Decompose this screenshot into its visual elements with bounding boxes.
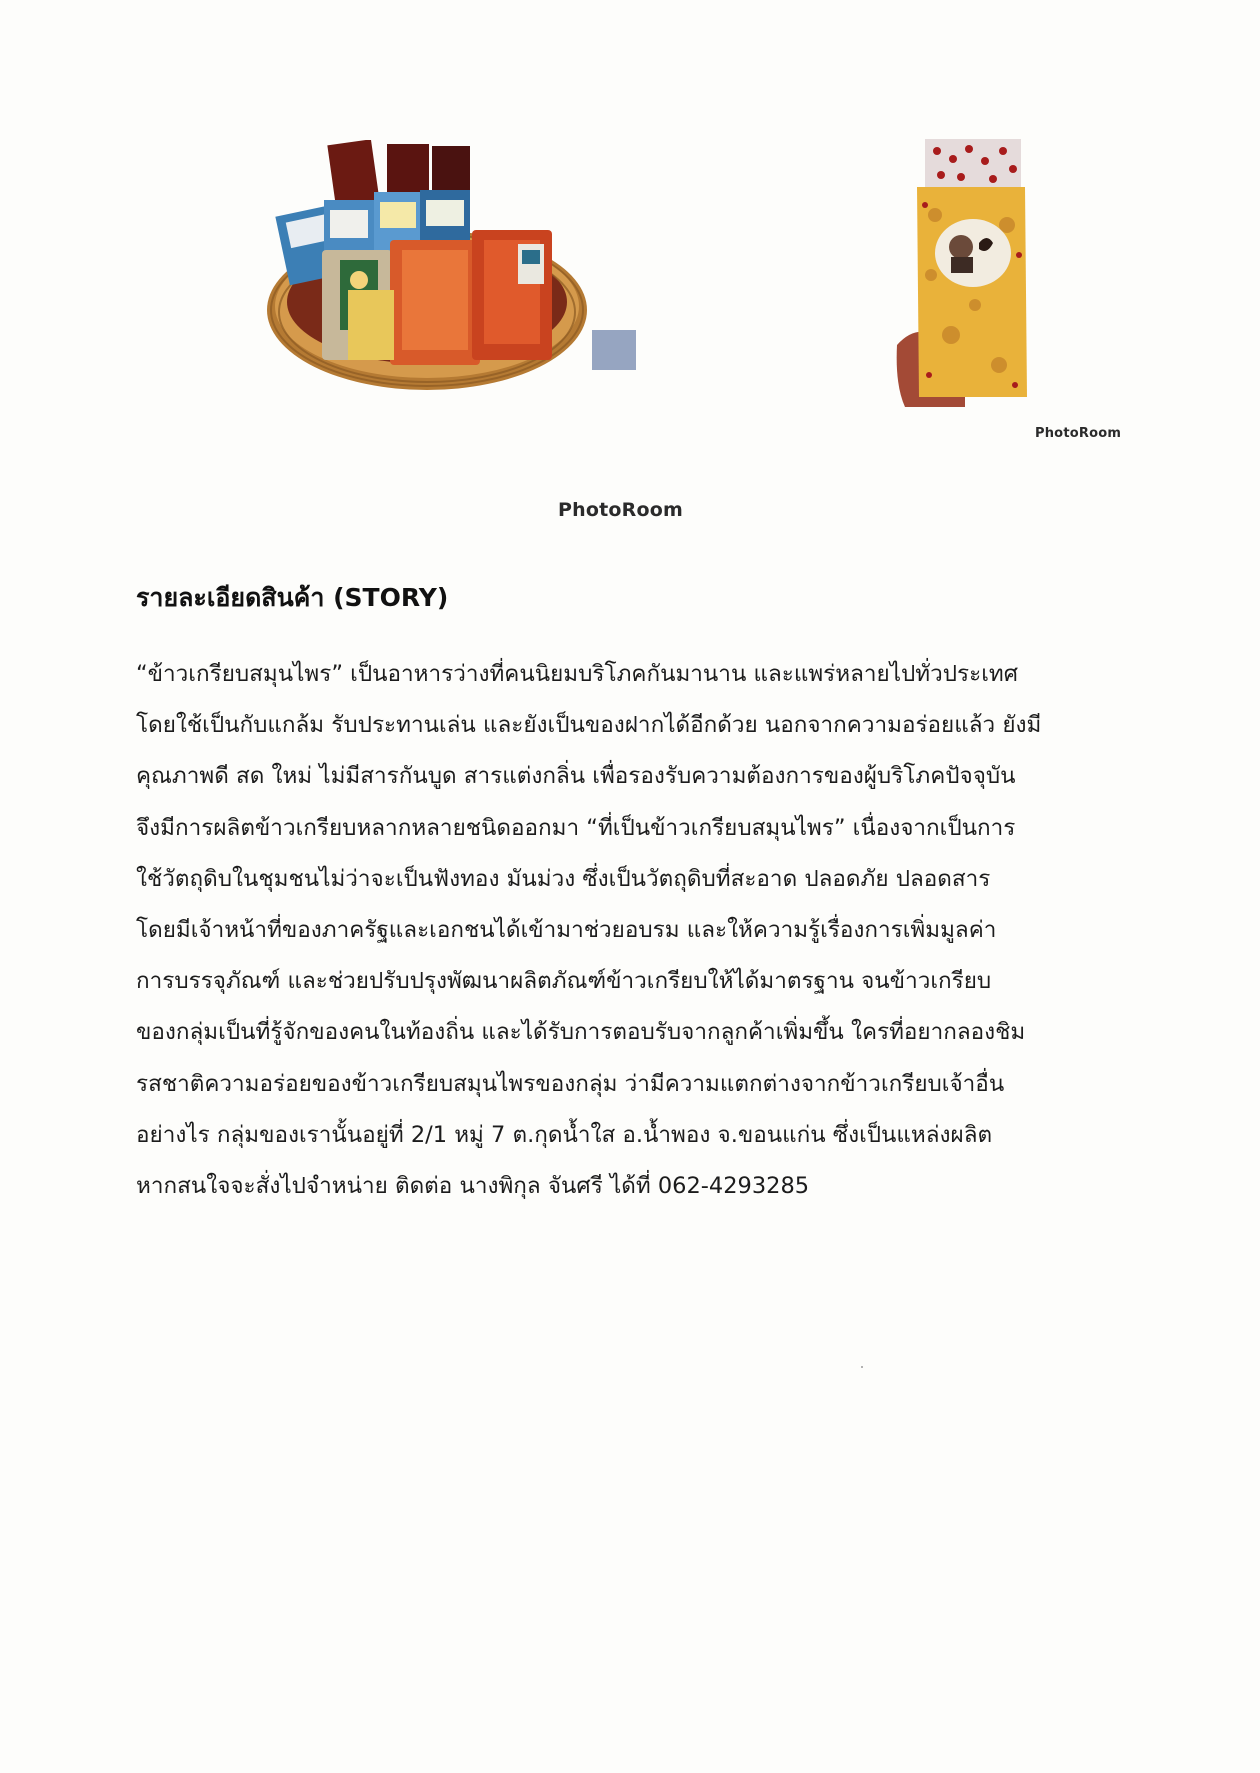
story-paragraph	[136, 655, 1136, 1218]
story-line: จึงมีการผลิตข้าวเกรียบหลากหลายชนิดออกมา “ที่เป็นข้าวเกรียบสมุนไพร” เนื่องจากเป็นการ	[136, 814, 1016, 841]
story-line: โดยใช้เป็นกับแกล้ม รับประทานเล่น และยังเป็นของฝากได้อีกด้วย นอกจากความอร่อยแล้ว ยังมี	[136, 712, 1042, 739]
story-line: คุณภาพดี สด ใหม่ ไม่มีสารกันบูด สารแต่งกลิ่น เพื่อรองรับความต้องการของผู้บริโภคปัจจุบัน	[136, 763, 1016, 790]
story-line: อย่างไร กลุ่มของเรานั้นอยู่ที่ 2/1 หมู่ 7 ต.กุดน้ำใส อ.น้ำพอง จ.ขอนแก่น ซึ่งเป็นแหล่งผลิต	[136, 1121, 993, 1148]
story-heading: รายละเอียดสินค้า (STORY)	[136, 583, 449, 612]
photoroom-watermark-center: PhotoRoom	[558, 499, 683, 521]
package-product-photo	[895, 135, 1040, 407]
basket-product-photo	[262, 140, 642, 405]
story-line: รสชาติความอร่อยของข้าวเกรียบสมุนไพรของกลุ่ม ว่ามีความแตกต่างจากข้าวเกรียบเจ้าอื่น	[136, 1070, 1005, 1097]
story-line: ของกลุ่มเป็นที่รู้จักของคนในท้องถิ่น และได้รับการตอบรับจากลูกค้าเพิ่มขึ้น ใครที่อยากลองชิม	[136, 1019, 1026, 1046]
story-line: หากสนใจจะสั่งไปจำหน่าย ติดต่อ นางพิกุล จันศรี ได้ที่ 062-4293285	[136, 1172, 810, 1199]
story-line: “ข้าวเกรียบสมุนไพร” เป็นอาหารว่างที่คนนิยมบริโภคกันมานาน และแพร่หลายไปทั่วประเทศ	[136, 661, 1019, 687]
story-line: ใช้วัตถุดิบในชุมชนไม่ว่าจะเป็นฟังทอง มันม่วง ซึ่งเป็นวัตถุดิบที่สะอาด ปลอดภัย ปลอดสาร	[136, 865, 991, 892]
story-line: การบรรจุภัณฑ์ และช่วยปรับปรุงพัฒนาผลิตภัณฑ์ข้าวเกรียบให้ได้มาตรฐาน จนข้าวเกรียบ	[136, 968, 992, 995]
page-speck	[861, 1366, 863, 1368]
story-line: โดยมีเจ้าหน้าที่ของภาครัฐและเอกชนได้เข้ามาช่วยอบรม และให้ความรู้เรื่องการเพิ่มมูลค่า	[136, 916, 997, 943]
photoroom-watermark-small: PhotoRoom	[1035, 426, 1122, 441]
